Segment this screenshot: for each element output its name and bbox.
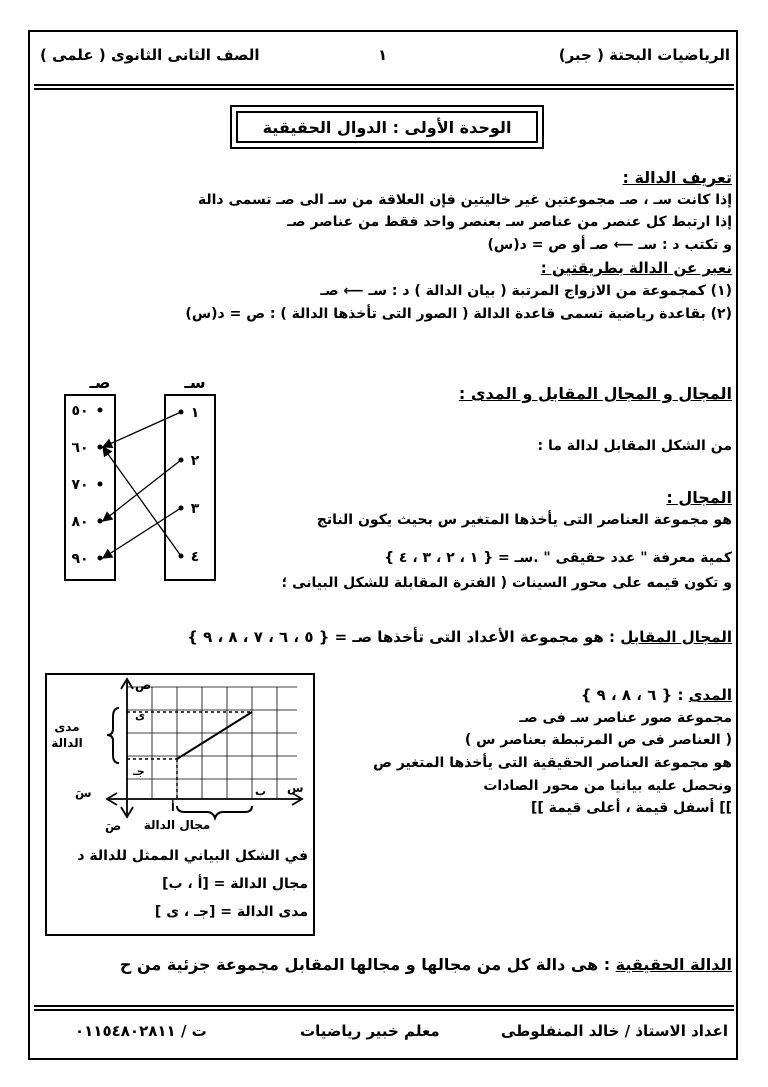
b-mark-label: ب xyxy=(255,785,267,798)
footer-rule-2 xyxy=(34,1009,734,1011)
left-set-dot xyxy=(98,408,103,413)
domain-line-2: كمية معرفة " عدد حقيقى " .سـ = { ١ ، ٢ ، ٣ ، ٤ } xyxy=(384,550,732,566)
header-grade: الصف الثانى الثانوى ( علمى ) xyxy=(40,46,260,64)
arrow-left-set-label: صـ xyxy=(89,373,111,392)
definition-line-2: إذا ارتبط كل عنصر من عناصر سـ بعنصر واحد فقط من عناصر صـ xyxy=(287,214,732,230)
domain-section-heading: المجال و المجال المقابل و المدى : xyxy=(458,384,732,403)
domain-line-1: هو مجموعة العناصر التى يأخذها المتغير س بحيث يكون الناتج xyxy=(316,512,732,528)
x-neg-axis-label: سَ xyxy=(75,786,92,800)
right-set-element: ١ xyxy=(190,405,200,421)
range-line-1: مجموعة صور عناصر سـ فى صـ xyxy=(519,710,732,726)
c-mark-label: جـ xyxy=(133,765,145,778)
real-function-row xyxy=(120,955,732,974)
function-line xyxy=(177,712,252,759)
left-set-element: ٥٠ xyxy=(71,403,89,419)
right-set-element: ٤ xyxy=(190,549,200,565)
expressions-heading: نعبر عن الدالة بطريقتين : xyxy=(540,259,732,277)
header-rule xyxy=(34,84,734,86)
domain-heading: المجال : xyxy=(666,488,732,507)
domain-line-3: و تكون قيمه على محور السينات ( الفترة المقابلة للشكل البيانى ؛ xyxy=(281,575,732,591)
codomain-row xyxy=(187,628,732,646)
domain-brace xyxy=(177,806,252,818)
header-page-number: ١ xyxy=(378,46,388,64)
footer-author: اعداد الاستاذ / خالد المنفلوطى xyxy=(500,1022,728,1040)
range-label-2: الدالة xyxy=(51,736,83,750)
footer-phone: ت / ٠١١٥٤٨٠٢٨١١ xyxy=(75,1022,207,1040)
range-line-3: هو مجموعة العناصر الحقيقية التى يأخذها المتغير ص xyxy=(373,755,732,771)
real-function-text: : هى دالة كل من مجالها و مجالها المقابل مجموعة جزئية من ح xyxy=(119,955,611,974)
unit-title: الوحدة الأولى : الدوال الحقيقية xyxy=(236,111,538,143)
range-label-1: مدى xyxy=(54,720,80,734)
right-set-element: ٢ xyxy=(190,453,200,469)
graph-caption-2: مجال الدالة = [أ ، ب] xyxy=(162,876,308,892)
definition-line-3: و تكتب د : سـ ⟵ صـ أو ص = د(س) xyxy=(487,237,732,253)
range-heading: المدى xyxy=(688,686,732,704)
range-line-5: ]] أسفل قيمة ، أعلى قيمة ]] xyxy=(530,800,732,816)
header-subject: الرياضيات البحتة ( جبر) xyxy=(558,46,730,64)
codomain-text: : هو مجموعة الأعداد التى تأخذها صـ = { ٥ ، ٦ ، ٧ ، ٨ ، ٩ } xyxy=(187,628,615,646)
range-line-4: ونحصل عليه بيانيا من محور الصادات xyxy=(483,778,732,794)
left-set-element: ٩٠ xyxy=(71,551,89,567)
y-neg-axis-label: صَ xyxy=(105,819,122,833)
definition-line-1: إذا كانت سـ ، صـ مجموعتين غير خاليتين فإن العلاقة من سـ الى صـ تسمى دالة xyxy=(197,192,732,208)
domain-section-intro: من الشكل المقابل لدالة ما : xyxy=(537,438,732,454)
range-set: : { ٦ ، ٨ ، ٩ } xyxy=(580,686,684,704)
left-set-element: ٨٠ xyxy=(71,514,89,530)
graph-caption-1: في الشكل البياني الممثل للدالة د xyxy=(77,848,308,864)
footer-rule xyxy=(34,1005,734,1007)
arrow-diagram xyxy=(55,370,225,585)
x-axis-label: س xyxy=(287,781,304,795)
left-set-dot xyxy=(98,482,103,487)
expressions-item-2: (٢) بقاعدة رياضية تسمى قاعدة الدالة ( الصور التى تأخذها الدالة ) : ص = د(س) xyxy=(185,306,732,322)
left-set-dot xyxy=(98,556,103,561)
left-set-dot xyxy=(98,519,103,524)
arrow-right-set-label: سـ xyxy=(184,373,206,392)
y-axis-label: ص xyxy=(135,678,152,692)
definition-heading: تعريف الدالة : xyxy=(622,168,732,187)
right-set-element: ٣ xyxy=(190,501,200,517)
codomain-label: المجال المقابل xyxy=(620,628,732,646)
a-mark-label: أ xyxy=(171,801,175,814)
function-graph xyxy=(47,675,313,835)
footer-title: معلم خبير رياضيات xyxy=(300,1022,440,1040)
expressions-item-1: (١) كمجموعة من الازواج المرتبة ( بيان الدالة ) د : سـ ⟵ صـ xyxy=(320,283,732,299)
real-function-label: الدالة الحقيقية xyxy=(615,955,732,974)
unit-title-box xyxy=(230,105,544,149)
header-rule-2 xyxy=(34,88,734,90)
range-row xyxy=(581,686,732,704)
range-line-2: ( العناصر فى ص المرتبطة بعناصر س ) xyxy=(464,732,732,748)
graph-caption-3: مدى الدالة = [جـ ، ى ] xyxy=(154,904,308,920)
left-set-dot xyxy=(98,445,103,450)
d-mark-label: ى xyxy=(135,709,146,722)
range-brace xyxy=(107,708,119,763)
left-set-element: ٦٠ xyxy=(71,440,89,456)
left-set-element: ٧٠ xyxy=(71,477,89,493)
domain-label: مجال الدالة xyxy=(143,818,211,832)
